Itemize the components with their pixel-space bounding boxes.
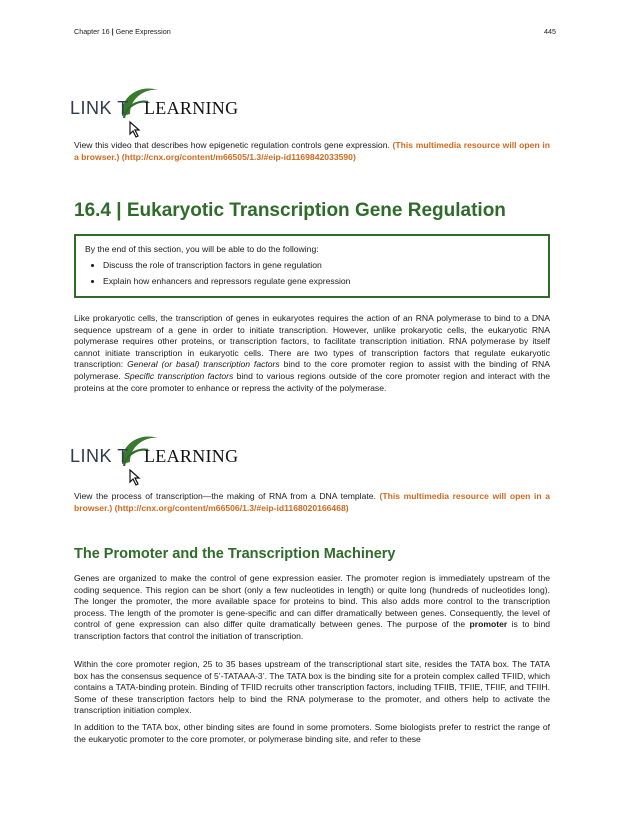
running-header: [74, 27, 556, 36]
term-general-transcription-factors: General (or basal) transcription factors: [127, 359, 280, 370]
term-specific-transcription-factors: Specific transcription factors: [124, 370, 234, 381]
term-promoter: promoter: [469, 619, 508, 630]
page-number: 445: [544, 27, 556, 36]
objective-item: • Explain how enhancers and repressors regulate gene expression: [103, 276, 539, 286]
logo-text-right: LEARNING: [144, 98, 239, 118]
link-to-learning-text-1: [74, 140, 550, 163]
body-paragraph-3: Within the core promoter region, 25 to 35 bases upstream of the transcriptional start site, resides the TATA box. The TATA box has the consensus sequence of 5’-TATAAA-3’. The TATA box is the binding site for a protein complex called TFIID, which contains a TATA-binding protein. Binding of TFIID recruits other transcription factors, including TFIIB, TFIIE, TFIIF, and TFIIH. Some of these transcription factors help to bind the RNA polymerase to the promoter, and others help to activate the transcription initiation complex.: [74, 659, 550, 716]
body-paragraph-4: In addition to the TATA box, other binding sites are found in some promoters. Some biologists prefer to restrict the range of the eukaryotic promoter to the core promoter, or polymerase binding site, and refer to these: [74, 722, 550, 744]
link-to-learning-logo: [70, 426, 240, 486]
logo-text-left: LINK T: [70, 446, 129, 466]
section-title: Eukaryotic Transcription Gene Regulation: [126, 200, 506, 221]
objectives-list: [85, 260, 539, 286]
objective-item: • Discuss the role of transcription factors in gene regulation: [103, 260, 539, 270]
header-separator: |: [111, 27, 114, 36]
paragraph-text: is to bind transcription factors that control the initiation of transcription.: [74, 619, 551, 641]
chapter-title: Gene Expression: [115, 27, 171, 36]
paragraph-text: Like prokaryotic cells, the transcription of genes in eukaryotes requires the action of an RNA polymerase to bind to a DNA sequence upstream of a gene in order to initiate transcription. However, unlike prokaryotic cells, the eukaryotic RNA polymerase requires other proteins, or transcription factors, to facilitate transcription initiation. RNA polymerase by itself cannot initiate transcription in eukaryotic cells. There are two types of transcription factors that regulate eukaryotic transcription:: [74, 313, 550, 370]
objectives-intro: By the end of this section, you will be able to do the following:: [85, 244, 319, 254]
link-to-learning-logo: [70, 78, 240, 138]
link-description: View the process of transcription—the making of RNA from a DNA template.: [74, 491, 376, 501]
link-to-learning-text-2: [74, 491, 550, 514]
logo-text-right: LEARNING: [144, 446, 239, 466]
multimedia-resource-link[interactable]: (This multimedia resource will open in a browser.) (http://cnx.org/content/m66506/1.3/#eip-id1168020166468): [74, 491, 550, 513]
subsection-heading: The Promoter and the Transcription Machinery: [74, 546, 396, 562]
paragraph-text: Genes are organized to make the control of gene expression easier. The promoter region is immediately upstream of the coding sequence. This region can be short (only a few nucleotides in length) or quite long (hundreds of nucleotides long). The longer the promoter, the more available space for proteins to bind. This also adds more control to the transcription process. The length of the promoter is gene-specific and can differ dramatically between genes. Consequently, the level of control of gene expression can also differ quite dramatically between genes. The purpose of the: [74, 573, 550, 630]
multimedia-resource-link[interactable]: (This multimedia resource will open in a browser.) (http://cnx.org/content/m66505/1.3/#eip-id1169842033590): [74, 140, 550, 162]
body-paragraph-2: [74, 573, 550, 643]
section-heading: [74, 200, 506, 222]
section-separator: |: [116, 200, 122, 221]
link-description: View this video that describes how epigenetic regulation controls gene expression.: [74, 140, 390, 150]
logo-text-left: LINK T: [70, 98, 129, 118]
chapter-number: Chapter 16: [74, 27, 110, 36]
body-paragraph-1: [74, 313, 550, 394]
paragraph-text: bind to various regions outside of the core promoter region and interact with the proteins at the core promoter to enhance or repress the activity of the polymerase.: [74, 370, 551, 393]
chapter-label: [74, 27, 171, 36]
learning-objectives-box: [74, 234, 550, 298]
section-number: 16.4: [74, 200, 111, 221]
paragraph-text: bind to the core promoter region to assist with the binding of RNA polymerase.: [74, 359, 550, 381]
